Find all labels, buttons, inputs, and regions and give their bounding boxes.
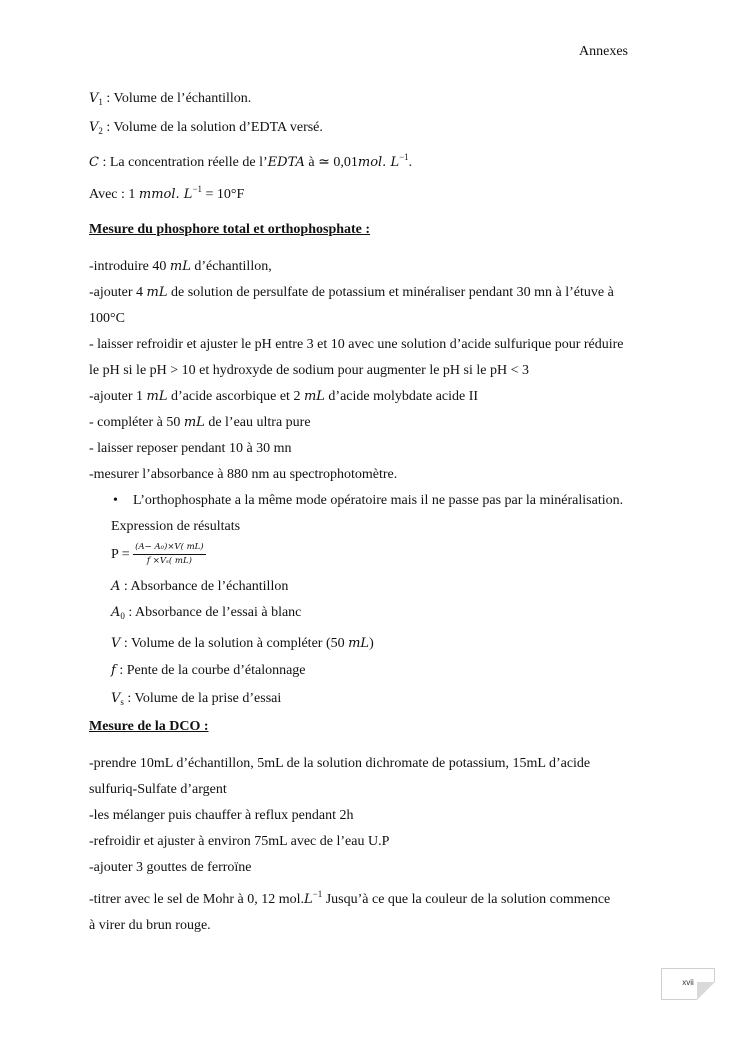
formula-denominator: f ×Vₛ( mL) — [146, 556, 192, 567]
var-a: A : Absorbance de l’échantillon — [111, 579, 289, 594]
running-header: Annexes — [579, 44, 628, 59]
dco-prendre-cont: sulfuriq-Sulfate d’argent — [89, 782, 227, 797]
section-title-phosphore: Mesure du phosphore total et orthophosphate : — [89, 222, 371, 237]
var-vs: $V_s$ : Volume de la prise d’essai — [111, 691, 282, 707]
bullet-icon: • — [113, 493, 118, 508]
step-completer: - compléter à 50 mL de l’eau ultra pure — [89, 415, 311, 430]
dco-prendre: -prendre 10mL d’échantillon, 5mL de la solution dichromate de potassium, 15mL d’acide — [89, 756, 591, 771]
step-refroidir-cont: le pH si le pH > 10 et hydroxyde de sodium pour augmenter le pH si le pH < 3 — [89, 363, 529, 378]
def-concentration: C : La concentration réelle de l’EDTA à ≃ 0,01mol. $L^{-1}$. — [89, 152, 413, 170]
formula-numerator: (A− A₀)×V( mL) — [133, 542, 205, 555]
step-introduire: -introduire 40 mL d’échantillon, — [89, 259, 272, 274]
step-refroidir: - laisser refroidir et ajuster le pH entre 3 et 10 avec une solution d’acide sulfurique pour réduire — [89, 337, 624, 352]
formula-fraction — [133, 542, 205, 567]
page-number-box — [661, 968, 715, 1000]
page-body — [89, 86, 655, 939]
def-v1: $V_1$ : Volume de l’échantillon. — [89, 91, 252, 107]
dco-titrer: -titrer avec le sel de Mohr à 0, 12 $mol.L^{-1}$ Jusqu’à ce que la couleur de la solution commence — [89, 889, 611, 907]
formula-lhs: P = — [111, 547, 130, 562]
step-ajouter-persulfate: -ajouter 4 mL de solution de persulfate de potassium et minéraliser pendant 30 mn à l’étuve à — [89, 285, 614, 300]
dco-titrer-cont: à virer du brun rouge. — [89, 918, 211, 933]
step-ajouter-persulfate-cont: 100°C — [89, 311, 125, 326]
var-v: V : Volume de la solution à compléter (50 mL) — [111, 636, 374, 651]
bullet-orthophosphate: • L’orthophosphate a la même mode opératoire mais il ne passe pas par la minéralisation. — [89, 488, 655, 514]
formula — [89, 540, 655, 570]
dco-melanger: -les mélanger puis chauffer à reflux pendant 2h — [89, 808, 354, 823]
step-reposer: - laisser reposer pendant 10 à 30 mn — [89, 441, 292, 456]
def-v2: $V_2$ : Volume de la solution d’EDTA versé. — [89, 120, 323, 136]
var-a0: $A_0$ : Absorbance de l’essai à blanc — [111, 605, 302, 621]
expression-title: Expression de résultats — [111, 519, 241, 534]
page-curl-icon — [697, 982, 715, 1000]
step-ajouter-ascorbique: -ajouter 1 mL d’acide ascorbique et 2 mL d’acide molybdate acide II — [89, 389, 479, 404]
dco-ferroine: -ajouter 3 gouttes de ferroïne — [89, 860, 252, 875]
def-avec: Avec : 1 mmol. $L^{-1} = 10^\circ F$ — [89, 184, 245, 202]
var-f: f : Pente de la courbe d’étalonnage — [111, 663, 306, 678]
step-mesurer: -mesurer l’absorbance à 880 nm au spectrophotomètre. — [89, 467, 398, 482]
page-number: xvii — [682, 978, 694, 987]
dco-refroidir: -refroidir et ajuster à environ 75mL avec de l’eau U.P — [89, 834, 390, 849]
section-title-dco: Mesure de la DCO : — [89, 719, 209, 734]
